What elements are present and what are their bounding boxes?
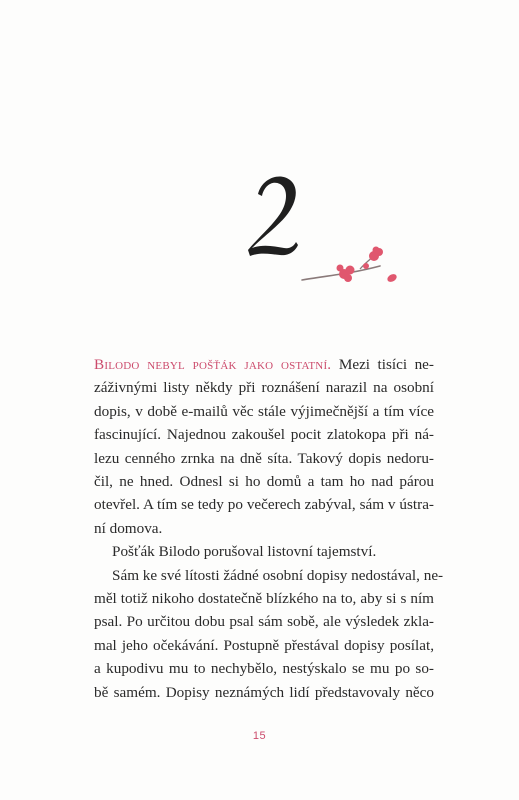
text-line: Pošťák Bilodo porušoval listovní tajemství. <box>112 543 377 561</box>
text-line: Bilodo nebyl pošťák jako ostatní. Mezi tisíci ne- <box>94 356 434 373</box>
text-line: čil, ne hned. Odnesl si ho domů a tam ho nad párou <box>94 473 434 491</box>
text-line: mal jeho očekávání. Postupně přestával dopisy posílat, <box>94 636 434 654</box>
text-line: záživnými listy někdy při roznášení narazil na osobní <box>94 379 434 397</box>
body-text <box>94 353 444 704</box>
text-line: a kupodivu mu to nechybělo, nestýskalo se mu po so- <box>94 660 434 678</box>
chapter-ornament <box>190 120 420 300</box>
text-line: dopis, v době e-mailů věc stále výjimečnější a tím více <box>94 402 434 420</box>
cherry-blossom-branch-icon <box>302 247 398 284</box>
text-line: měl totiž nikoho dostatečně blízkého na to, aby si s ním <box>94 590 434 608</box>
text-line: ní domova. <box>94 519 163 537</box>
opening-smallcaps: Bilodo nebyl pošťák jako ostatní. <box>94 356 332 373</box>
page-number: 15 <box>252 730 267 742</box>
text-line: fascinující. Najednou zakoušel pocit zlatokopa při ná- <box>94 426 434 444</box>
text-line: psal. Po určitou dobu psal sám sobě, ale výsledek zkla- <box>94 613 434 631</box>
chapter-number-text: 2 <box>190 120 191 121</box>
text-line: otevřel. A tím se tedy po večerech zabýval, sám v ústra- <box>94 496 434 514</box>
chapter-number <box>190 119 298 256</box>
text-line: lezu cenného zrnka na dně síta. Takový dopis nedoru- <box>94 449 434 467</box>
text-line: bě samém. Dopisy neznámých lidí představovaly něco <box>94 683 434 701</box>
text-line: Sám ke své lítosti žádné osobní dopisy nedostával, ne- <box>112 566 444 584</box>
